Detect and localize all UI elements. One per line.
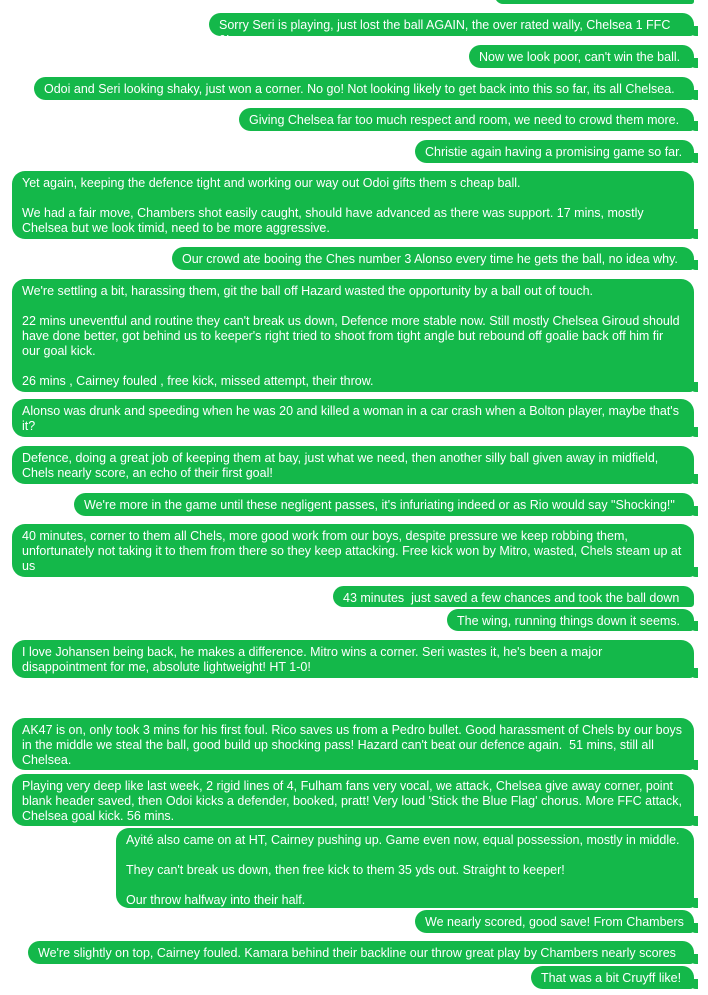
message-bubble[interactable] xyxy=(469,45,694,68)
message-bubble[interactable] xyxy=(239,108,694,131)
message-text: We nearly scored, good save! From Chambers xyxy=(425,915,684,929)
message-text: 43 minutes just saved a few chances and took the ball down xyxy=(343,591,680,605)
message-text: We're settling a bit, harassing them, git the ball off Hazard wasted the opportunity by a ball out of touch. 22 mins uneventful and routine they can't break us down, Defence more stable now. Still mostly Chelsea Giroud should have done better, got behind us to keeper's right tried to shoot from tight angle but rebound off goalie back off him fir our goal kick. 26 mins , Cairney fouled , free kick, missed attempt, their throw. xyxy=(22,284,680,388)
message-bubble[interactable] xyxy=(12,718,694,770)
message-bubble[interactable] xyxy=(333,586,694,607)
message-bubble[interactable] xyxy=(531,966,694,989)
message-text: 40 minutes, corner to them all Chels, more good work from our boys, despite pressure we keep robbing them, unfortunately not taking it to them from there so they keep attacking. Free kick won by Mitro, wasted, Chels steam up at us xyxy=(22,529,685,573)
message-bubble[interactable] xyxy=(28,941,694,964)
message-bubble[interactable] xyxy=(12,524,694,577)
message-text: Defence, doing a great job of keeping them at bay, just what we need, then another silly ball given away in midfield, Chels nearly score, an echo of their first goal! xyxy=(22,451,662,480)
message-text: AK47 is on, only took 3 mins for his first foul. Rico saves us from a Pedro bullet. Good harassment of Chels by our boys in the middle we steal the ball, good build up shocking pass! Hazard can't beat our defence again. 51 mins, still all Chelsea. xyxy=(22,723,686,767)
message-text: Odoi and Seri looking shaky, just won a corner. No go! Not looking likely to get back into this so far, its all Chelsea. xyxy=(44,82,675,96)
message-text: Alonso was drunk and speeding when he was 20 and killed a woman in a car crash when a Bolton player, maybe that's it? xyxy=(22,404,683,433)
message-bubble[interactable] xyxy=(12,171,694,239)
message-bubble[interactable] xyxy=(116,828,694,908)
message-text: Christie again having a promising game so far. xyxy=(425,145,683,159)
message-text: Giving Chelsea far too much respect and room, we need to crowd them more. xyxy=(249,113,680,127)
message-bubble[interactable] xyxy=(447,609,694,631)
message-bubble[interactable] xyxy=(209,13,694,47)
message-bubble[interactable] xyxy=(415,140,694,163)
message-text: That was a bit Cruyff like! xyxy=(541,971,682,985)
message-bubble[interactable] xyxy=(34,77,694,100)
message-bubble[interactable] xyxy=(415,910,694,933)
message-text: I love Johansen being back, he makes a difference. Mitro wins a corner. Seri wastes it, he's been a major disappointment for me, absolute lightweight! HT 1-0! xyxy=(22,645,603,674)
message-bubble[interactable] xyxy=(12,446,694,484)
message-text: Sorry Seri is playing, just lost the ball AGAIN, the over rated wally, Chelsea 1 FFC 0! xyxy=(219,18,674,47)
message-text: We're more in the game until these negligent passes, it's infuriating indeed or as Rio would say "Shocking!" xyxy=(84,498,675,512)
message-bubble[interactable] xyxy=(12,774,694,826)
message-text: Ayité also came on at HT, Cairney pushing up. Game even now, equal possession, mostly in middle. They can't break us down, then free kick to them 35 yds out. Straight to keeper! Our throw halfway into their half. xyxy=(126,833,680,907)
message-bubble[interactable] xyxy=(12,279,694,392)
message-text: We're slightly on top, Cairney fouled. Kamara behind their backline our throw great play by Chambers nearly scores xyxy=(38,946,676,960)
message-text: Now we look poor, can't win the ball. xyxy=(479,50,681,64)
message-bubble[interactable] xyxy=(495,0,694,4)
message-bubble[interactable] xyxy=(12,399,694,437)
message-bubble[interactable] xyxy=(74,493,694,516)
message-text: Our crowd ate booing the Ches number 3 Alonso every time he gets the ball, no idea why. xyxy=(182,252,678,266)
message-bubble[interactable] xyxy=(12,640,694,678)
message-text: Yet again, keeping the defence tight and working our way out Odoi gifts them s cheap ball. We had a fair move, Chambers shot easily caught, should have advanced as there was support. 17 mins, mostly Chelsea but we look timid, need to be more aggressive. xyxy=(22,176,644,235)
message-bubble[interactable] xyxy=(172,247,694,270)
message-text: The wing, running things down it seems. xyxy=(457,614,681,628)
message-text: Playing very deep like last week, 2 rigid lines of 4, Fulham fans very vocal, we attack, Chelsea give away corner, point blank header saved, then Odoi kicks a defender, booked, pratt! Very loud 'Stick the Blue Flag' chorus. More FFC attack, Chelsea goal kick. 56 mins. xyxy=(22,779,686,823)
